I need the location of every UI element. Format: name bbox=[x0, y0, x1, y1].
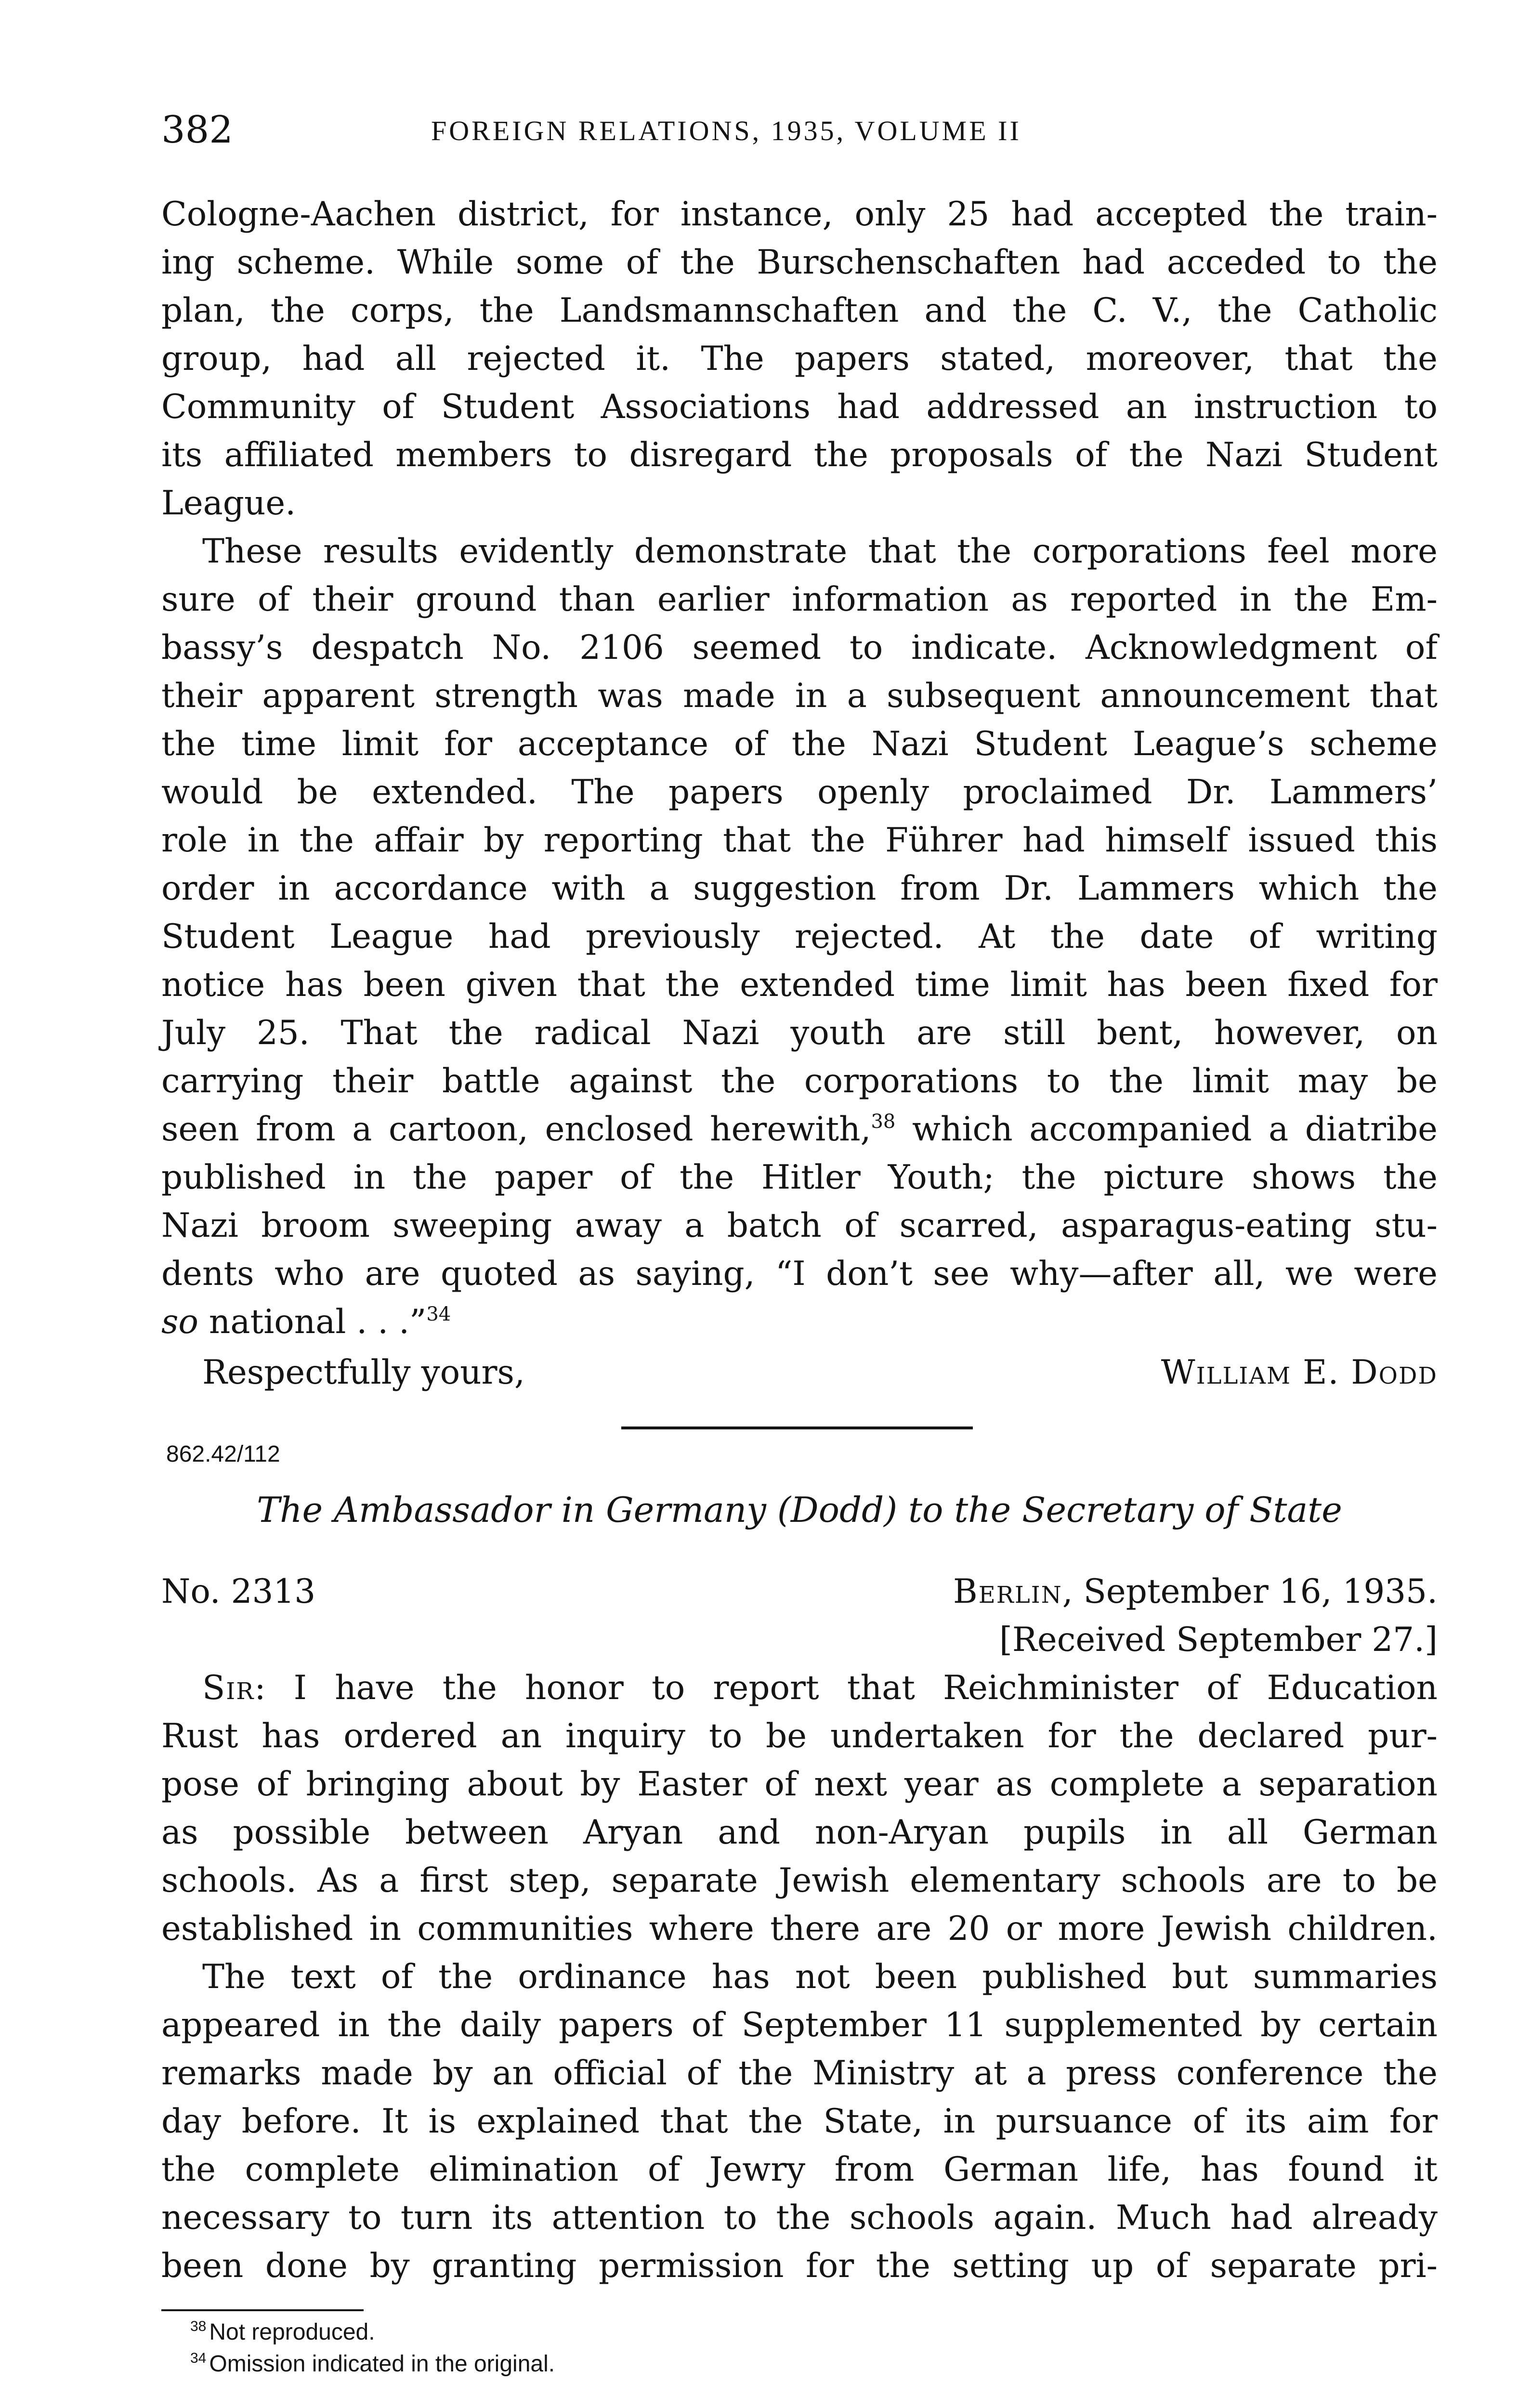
footnote-38 bbox=[190, 2316, 555, 2348]
text-line: sure of their ground than earlier information as reported in the Em- bbox=[161, 580, 1438, 619]
italic-word: so bbox=[161, 1303, 198, 1341]
text-line: bassy’s despatch No. 2106 seemed to indicate. Acknowledgment of bbox=[161, 628, 1438, 667]
text-line: carrying their battle against the corporations to the limit may be bbox=[161, 1062, 1438, 1100]
text-line: the complete elimination of Jewry from German life, has found it bbox=[161, 2150, 1438, 2189]
text-line: pose of bringing about by Easter of next year as complete a separation bbox=[161, 1765, 1438, 1804]
text-segment: : I have the honor to report that Reichminister of Education bbox=[254, 1669, 1438, 1707]
text-line: appeared in the daily papers of September 11 supplemented by certain bbox=[161, 2006, 1438, 2044]
ordinance-paragraph bbox=[161, 1953, 1438, 2290]
text-line-with-footnote bbox=[161, 1105, 1438, 1153]
section-divider bbox=[621, 1426, 973, 1429]
text-line: would be extended. The papers openly proclaimed Dr. Lammers’ bbox=[161, 773, 1438, 811]
text-line: its affiliated members to disregard the proposals of the Nazi Student bbox=[161, 436, 1438, 474]
closing-salutation: Respectfully yours, bbox=[202, 1353, 525, 1392]
place: Berlin bbox=[953, 1572, 1062, 1611]
text-line: order in accordance with a suggestion from Dr. Lammers which the bbox=[161, 869, 1438, 908]
text-line: Cologne-Aachen district, for instance, only 25 had accepted the train- bbox=[161, 195, 1438, 234]
received-date: [Received September 27.] bbox=[999, 1621, 1438, 1659]
date: , September 16, 1935. bbox=[1062, 1572, 1438, 1611]
report-paragraph bbox=[161, 1664, 1438, 1953]
dateline bbox=[953, 1568, 1438, 1664]
letter-closing bbox=[202, 1348, 1438, 1397]
footnote-text: Omission indicated in the original. bbox=[209, 2351, 555, 2377]
text-line: necessary to turn its attention to the schools again. Much had already bbox=[161, 2199, 1438, 2237]
text-line: Nazi broom sweeping away a batch of scarred, asparagus-eating stu- bbox=[161, 1206, 1438, 1245]
text-line: group, had all rejected it. The papers stated, moreover, that the bbox=[161, 340, 1438, 378]
footnote-ref-34[interactable]: 34 bbox=[426, 1303, 451, 1325]
text-line: been done by granting permission for the setting up of separate pri- bbox=[161, 2247, 1438, 2285]
place-date bbox=[953, 1568, 1438, 1616]
text-line: Community of Student Associations had addressed an instruction to bbox=[161, 388, 1438, 426]
text-line: their apparent strength was made in a subsequent announcement that bbox=[161, 677, 1438, 715]
text-line: published in the paper of the Hitler Youth; the picture shows the bbox=[161, 1158, 1438, 1197]
salutation-word: Sir bbox=[202, 1669, 255, 1707]
continued-paragraph bbox=[161, 190, 1438, 527]
text-line: as possible between Aryan and non-Aryan pupils in all German bbox=[161, 1813, 1438, 1852]
text-line: Student League had previously rejected. At the date of writing bbox=[161, 917, 1438, 956]
text-line: day before. It is explained that the State, in pursuance of its aim for bbox=[161, 2102, 1438, 2141]
text-line: Rust has ordered an inquiry to be undertaken for the declared pur- bbox=[161, 1717, 1438, 1755]
page-number: 382 bbox=[161, 108, 233, 152]
text-line: remarks made by an official of the Ministry at a press conference the bbox=[161, 2054, 1438, 2093]
footnote-marker: 38 bbox=[190, 2318, 207, 2334]
despatch-number: No. 2313 bbox=[161, 1572, 316, 1611]
footnote-34 bbox=[190, 2348, 555, 2380]
footnote-text: Not reproduced. bbox=[209, 2319, 375, 2345]
text-line: established in communities where there are 20 or more Jewish children. bbox=[161, 1910, 1438, 1948]
footnote-ref-38[interactable]: 38 bbox=[871, 1111, 896, 1133]
footnotes bbox=[190, 2316, 555, 2380]
text-line: ing scheme. While some of the Burschenschaften had acceded to the bbox=[161, 243, 1438, 282]
text-line bbox=[161, 1664, 1438, 1712]
text-line: July 25. That the radical Nazi youth are still bent, however, on bbox=[161, 1014, 1438, 1052]
page-header bbox=[161, 104, 1438, 157]
text-segment: which accompanied a diatribe bbox=[895, 1110, 1438, 1149]
text-line: dents who are quoted as saying, “I don’t see why—after all, we were bbox=[161, 1255, 1438, 1293]
text-line: schools. As a first step, separate Jewish elementary schools are to be bbox=[161, 1861, 1438, 1900]
text-line: The text of the ordinance has not been published but summaries bbox=[202, 1958, 1438, 1996]
signature: William E. Dodd bbox=[1161, 1353, 1438, 1392]
text-line: plan, the corps, the Landsmannschaften and the C. V., the Catholic bbox=[161, 291, 1438, 330]
file-number: 862.42/112 bbox=[166, 1441, 280, 1467]
text-line: notice has been given that the extended time limit has been fixed for bbox=[161, 966, 1438, 1004]
running-head: FOREIGN RELATIONS, 1935, VOLUME II bbox=[431, 115, 1021, 146]
text-line: the time limit for acceptance of the Nazi Student League’s scheme bbox=[161, 725, 1438, 763]
results-paragraph bbox=[161, 527, 1438, 1346]
document-title: The Ambassador in Germany (Dodd) to the Secretary of State bbox=[257, 1490, 1342, 1530]
text-segment: seen from a cartoon, enclosed herewith, bbox=[161, 1110, 871, 1149]
text-line: These results evidently demonstrate that the corporations feel more bbox=[202, 532, 1438, 571]
text-line: League. bbox=[161, 484, 296, 523]
footnote-marker: 34 bbox=[190, 2350, 207, 2366]
text-line: role in the affair by reporting that the Führer had himself issued this bbox=[161, 821, 1438, 860]
text-segment: national . . .” bbox=[198, 1303, 427, 1341]
footnote-divider bbox=[161, 2309, 364, 2311]
text-line-with-footnote bbox=[161, 1298, 1438, 1346]
